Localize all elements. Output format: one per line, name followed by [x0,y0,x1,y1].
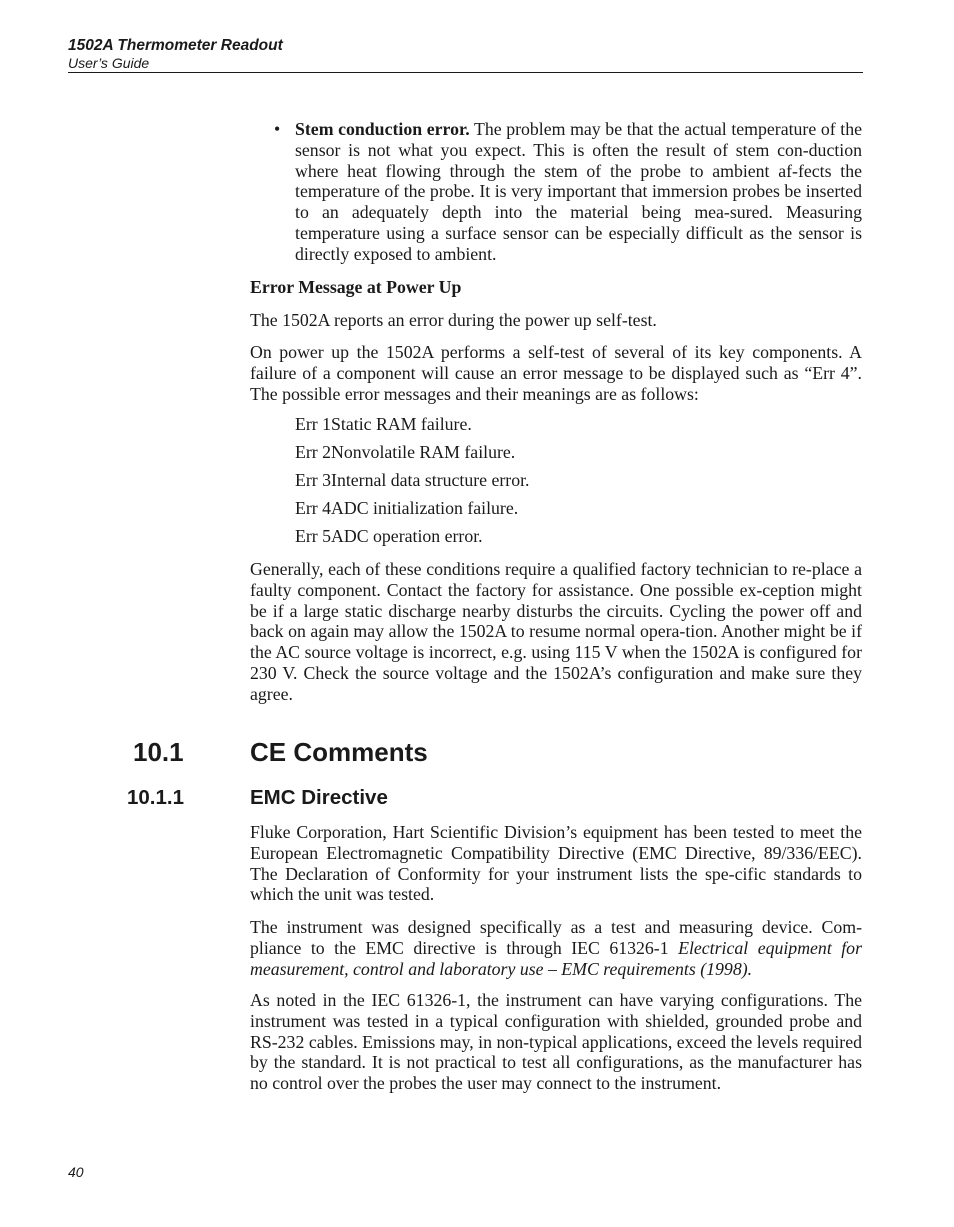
section-number: 10.1 [133,737,184,767]
running-header [68,37,863,71]
error-item: Err 5ADC operation error. [295,526,483,546]
subsection-title: EMC Directive [250,786,388,809]
emc-paragraph-1: Fluke Corporation, Hart Scientific Division’s equipment has been tested to meet the European Electromagnetic Compatibility Directive (EMC Directive, 89/336/EEC). The Declaration of Conformity for your instrument lists the spe-cific standards to which the unit was tested. [250,822,862,905]
error-item: Err 1Static RAM failure. [295,414,472,434]
error-heading: Error Message at Power Up [250,277,462,297]
error-item: Err 3Internal data structure error. [295,470,530,490]
document-title: 1502A Thermometer Readout [68,37,283,54]
bullet-icon: • [274,119,281,139]
emc-paragraph-2-text: The instrument was designed specifically as a test and measuring device. Com-pliance to the EMC directive is through IEC 61326-1 [250,917,862,958]
document-subtitle: User’s Guide [68,55,150,71]
section-title: CE Comments [250,737,428,767]
page-number: 40 [68,1164,84,1180]
error-description: On power up the 1502A performs a self-test of several of its key components. A failure of a component will cause an error message to be displayed such as “Err 4”. The possible error messages and their meanings are as follows: [250,342,862,404]
header-divider [68,72,863,73]
error-item: Err 2Nonvolatile RAM failure. [295,442,516,462]
emc-paragraph-2 [250,917,862,979]
bullet-body: The problem may be that the actual temperature of the sensor is not what you expect. This is often the result of stem con-duction where heat flowing through the stem of the probe to ambient af-fects the temperature of the probe. It is very important that immersion probes be inserted to an adequately depth into the material being mea-sured. Measuring temperature using a surface sensor can be especially difficult as the sensor is directly exposed to ambient. [295,119,863,264]
error-closing: Generally, each of these conditions require a qualified factory technician to re-place a faulty component. Contact the factory for assistance. One possible ex-ception might be if a large static discharge nearby disturbs the circuits. Cycling the power off and back on again may allow the 1502A to resume normal opera-tion. Another might be if the AC source voltage is incorrect, e.g. using 115 V when the 1502A is configured for 230 V. Check the source voltage and the 1502A’s configuration and make sure they agree. [250,559,862,704]
subsection-number: 10.1.1 [127,786,184,809]
error-item: Err 4ADC initialization failure. [295,498,519,518]
bullet-paragraph [295,119,862,265]
standard-title: Electrical equipment for measurement, control and laboratory use – EMC requirements (1998). [250,937,862,979]
bullet-lead: Stem conduction error. [295,119,470,139]
error-intro: The 1502A reports an error during the power up self-test. [250,310,657,330]
emc-paragraph-3: As noted in the IEC 61326-1, the instrument can have varying configurations. The instrument was tested in a typical configuration with shielded, grounded probe and RS-232 cables. Emissions may, in non-typical applications, exceed the levels required by the standard. It is not practical to test all configurations, as the manufacturer has no control over the probes the user may connect to the instrument. [250,990,862,1094]
